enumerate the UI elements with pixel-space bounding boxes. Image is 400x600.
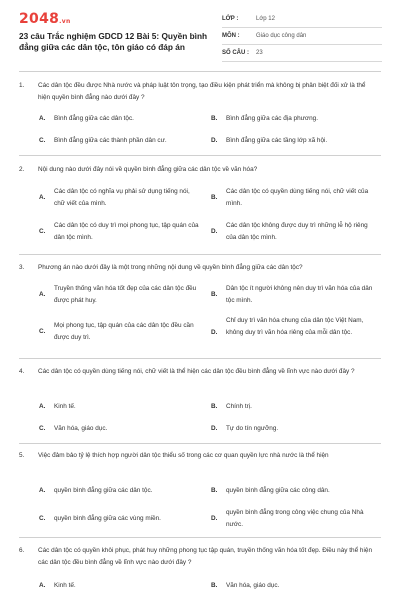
option-text: quyền bình đẳng giữa các dân tộc. xyxy=(54,487,153,494)
option-letter: B. xyxy=(211,194,218,201)
option-letter: C. xyxy=(39,425,46,432)
option-letter: C. xyxy=(39,515,46,522)
question-text: Các dân tộc đều được Nhà nước và pháp luật tôn trọng, tạo điều kiện phát triển mà không bị phân biệt đối xử là thể hiện quyền bình đẳng nào dưới đây ? xyxy=(38,82,366,101)
divider xyxy=(19,71,381,72)
meta-row-subject xyxy=(222,28,382,45)
option-letter: C. xyxy=(39,328,46,335)
option-a[interactable] xyxy=(39,186,199,210)
option-text: Truyền thống văn hóa tốt đẹp của các dân tộc đều được phát huy. xyxy=(54,285,197,304)
option-letter: D. xyxy=(211,329,218,336)
question-number: 3. xyxy=(19,264,25,271)
option-letter: A. xyxy=(39,582,46,589)
divider xyxy=(19,537,381,538)
meta-value: 23 xyxy=(256,50,263,56)
meta-key: SỐ CÂU : xyxy=(222,50,249,56)
question-text: Phương án nào dưới đây là một trong những nội dung về quyền bình đẳng giữa các dân tộc? xyxy=(38,264,303,271)
option-c[interactable] xyxy=(39,320,199,344)
question-6 xyxy=(19,545,381,569)
option-b[interactable] xyxy=(211,283,376,307)
option-text: Văn hóa, giáo dục. xyxy=(54,425,108,432)
question-4 xyxy=(19,366,381,390)
option-letter: C. xyxy=(39,228,46,235)
meta-table xyxy=(222,11,382,62)
option-letter: D. xyxy=(211,137,218,144)
meta-key: LỚP : xyxy=(222,16,239,22)
option-text: Các dân tộc không được duy trì những lễ hộ riêng của dân tộc mình. xyxy=(226,222,368,241)
divider xyxy=(19,254,381,255)
option-text: Kinh tế. xyxy=(54,582,76,589)
option-d[interactable] xyxy=(211,507,376,531)
option-text: Tự do tín ngưỡng. xyxy=(226,425,279,432)
question-text: Các dân tộc có quyền dùng tiếng nói, chữ viết là thể hiện các dân tộc đều bình đẳng về lĩnh vực nào dưới đây ? xyxy=(38,368,355,375)
option-letter: D. xyxy=(211,228,218,235)
meta-key: MÔN : xyxy=(222,33,240,39)
option-text: Văn hóa, giáo dục. xyxy=(226,582,280,589)
question-number: 1. xyxy=(19,82,25,89)
divider xyxy=(19,358,381,359)
option-letter: A. xyxy=(39,291,46,298)
option-letter: C. xyxy=(39,137,46,144)
option-text: Kinh tế. xyxy=(54,403,76,410)
option-text: Mọi phong tục, tập quán của các dân tộc đều cần được duy trì. xyxy=(54,322,194,341)
option-text: Chỉ duy trì văn hóa chung của dân tộc Việt Nam, không duy trì văn hóa riêng của mỗi dân tộc. xyxy=(226,317,364,336)
question-text: Nội dung nào dưới đây nói về quyền bình đẳng giữa các dân tộc về văn hóa? xyxy=(38,166,258,173)
option-text: quyền bình đẳng giữa các công dân. xyxy=(226,487,330,494)
question-2 xyxy=(19,164,381,176)
option-text: Bình đẳng giữa các tầng lớp xã hội. xyxy=(226,137,328,144)
question-number: 4. xyxy=(19,368,25,375)
option-text: Bình đẳng giữa các thành phần dân cư. xyxy=(54,137,167,144)
meta-value: Giáo dục công dân xyxy=(256,33,307,39)
page-title: 23 câu Trắc nghiệm GDCD 12 Bài 5: Quyền bình đẳng giữa các dân tộc, tôn giáo có đáp án xyxy=(19,31,208,52)
meta-row-class xyxy=(222,11,382,28)
option-d[interactable] xyxy=(211,315,376,351)
question-5 xyxy=(19,450,381,474)
site-logo[interactable] xyxy=(19,11,71,27)
option-text: Dân tộc ít người không nên duy trì văn hóa của dân tộc mình. xyxy=(226,285,373,304)
option-a[interactable] xyxy=(39,283,199,307)
question-number: 5. xyxy=(19,452,25,459)
option-text: Bình đẳng giữa các địa phương. xyxy=(226,115,318,122)
option-text: Các dân tộc có nghĩa vụ phải sử dụng tiếng nói, chữ viết của mình. xyxy=(54,188,190,207)
question-text: Việc đảm bảo tỷ lệ thích hợp người dân tộc thiểu số trong các cơ quan quyền lực nhà nước là thể hiện xyxy=(38,452,329,459)
meta-value: Lớp 12 xyxy=(256,16,275,22)
meta-row-count xyxy=(222,45,382,62)
question-text: Các dân tộc có quyền khôi phục, phát huy những phong tục tập quán, truyền thống văn hóa tốt đẹp. Điều này thể hiện các dân tộc đều bình đẳng về lĩnh vực nào dưới đây ? xyxy=(38,547,372,566)
option-letter: A. xyxy=(39,487,46,494)
option-text: quyền bình đẳng giữa các vùng miền. xyxy=(54,515,161,522)
option-b[interactable] xyxy=(211,186,376,210)
option-text: Bình đẳng giữa các dân tộc. xyxy=(54,115,134,122)
option-letter: B. xyxy=(211,403,218,410)
question-1 xyxy=(19,80,381,104)
option-d[interactable] xyxy=(211,220,376,244)
option-text: Các dân tộc có quyền dùng tiếng nói, chữ viết của mình. xyxy=(226,188,369,207)
logo-suffix: .vn xyxy=(59,18,71,25)
option-letter: B. xyxy=(211,115,218,122)
option-letter: D. xyxy=(211,515,218,522)
question-number: 2. xyxy=(19,166,25,173)
question-number: 6. xyxy=(19,547,25,554)
option-letter: A. xyxy=(39,403,46,410)
question-3 xyxy=(19,262,381,274)
option-text: quyền bình đẳng trong công việc chung của Nhà nước. xyxy=(226,509,364,528)
option-letter: A. xyxy=(39,194,46,201)
option-letter: D. xyxy=(211,425,218,432)
logo-text: 2048 xyxy=(19,11,60,27)
divider xyxy=(19,443,381,444)
option-letter: A. xyxy=(39,115,46,122)
option-letter: B. xyxy=(211,487,218,494)
divider xyxy=(19,155,381,156)
option-c[interactable] xyxy=(39,220,199,244)
header xyxy=(0,0,400,72)
option-text: Các dân tộc có duy trì mọi phong tục, tập quán của dân tộc mình. xyxy=(54,222,199,241)
option-text: Chính trị. xyxy=(226,403,252,410)
option-letter: B. xyxy=(211,291,218,298)
option-letter: B. xyxy=(211,582,218,589)
